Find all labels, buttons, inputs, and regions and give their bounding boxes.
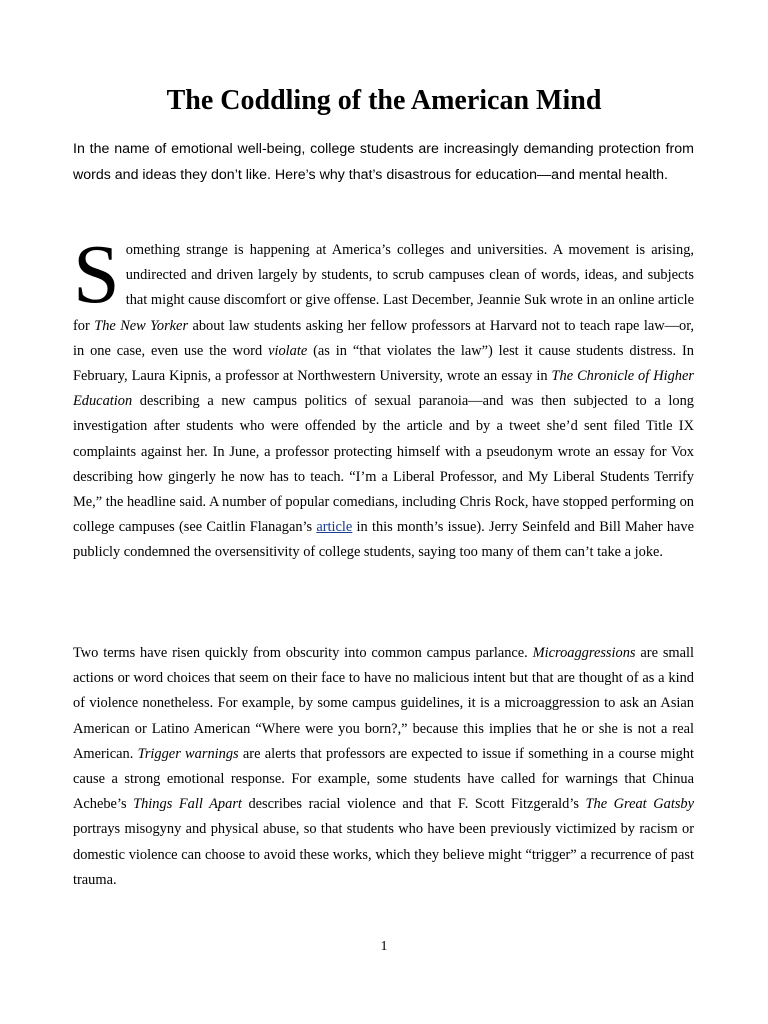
article-title: The Coddling of the American Mind xyxy=(166,85,602,116)
paragraph-2-text-3: are alerts that professors are expected to issue if something in a course might cause a strong emotional response. For example, some students have called for warnings that Chinua Achebe’s xyxy=(73,745,694,813)
paragraph-2-text-4: describes racial violence and that F. Scott Fitzgerald’s xyxy=(241,796,586,813)
paragraph-2 xyxy=(73,641,694,893)
book-things-fall-apart: Things Fall Apart xyxy=(133,796,242,813)
word-violate: violate xyxy=(268,342,308,359)
drop-cap: S xyxy=(73,228,120,321)
paragraph-1 xyxy=(73,228,695,566)
article-link[interactable]: article xyxy=(316,519,353,536)
paragraph-2-text-2: are small actions or word choices that seem on their face to have no malicious intent but that are thought of as a kind of violence nonetheless. For example, by some campus guidelines, it is a microaggression to ask an Asian American or Latino American “Where were you born?,” because this implies that he or she is not a real American. xyxy=(73,645,694,762)
paragraph-2-text-5: portrays misogyny and physical abuse, so that students who have been previously victimized by racism or domestic violence can choose to avoid these works, which they believe might “trigger” a recurrence of past trauma. xyxy=(73,821,694,888)
paragraph-1-text-4: describing a new campus politics of sexual paranoia—and was then subjected to a long investigation after students who were offended by the article and by a tweet she’d sent filed Title IX complaints against her. In June, a professor protecting himself with a pseudonym wrote an essay for Vox describing how gingerly he now has to teach. “I’m a Liberal Professor, and My Liberal Students Terrify Me,” the headline said. A number of popular comedians, including Chris Rock, have stopped performing on college campuses (see Caitlin Flanagan’s xyxy=(73,393,694,536)
book-great-gatsby: The Great Gatsby xyxy=(585,796,695,813)
publication-new-yorker: The New Yorker xyxy=(94,317,189,334)
term-microaggressions: Microaggressions xyxy=(532,645,636,661)
article-lede: In the name of emotional well-being, college students are increasingly demanding protection from words and ideas they don’t like. Here’s why that’s disastrous for education—and mental health. xyxy=(73,141,694,183)
term-trigger-warnings: Trigger warnings xyxy=(137,745,239,762)
paragraph-1-text-2: about law students asking her fellow professors at Harvard not to teach rape law—or, in one case, even use the word xyxy=(73,317,695,359)
paragraph-1-text-1: omething strange is happening at America’s colleges and universities. A movement is arising, undirected and driven largely by students, to scrub campuses clean of words, ideas, and subjects that might cause discomfort or give offense. Last December, Jeannie Suk wrote in an online article for xyxy=(73,242,694,334)
publication-chronicle: The Chronicle of Higher Education xyxy=(73,368,694,410)
paragraph-2-text-1: Two terms have risen quickly from obscurity into common campus parlance. xyxy=(73,645,533,661)
paragraph-1-text-5: in this month’s issue). Jerry Seinfeld and Bill Maher have publicly condemned the oversensitivity of college students, saying too many of them can’t take a joke. xyxy=(73,519,695,561)
page-number: 1 xyxy=(380,939,388,954)
paragraph-1-text-3: (as in “that violates the law”) lest it cause students distress. In February, Laura Kipnis, a professor at Northwestern University, wrote an essay in xyxy=(73,342,694,385)
